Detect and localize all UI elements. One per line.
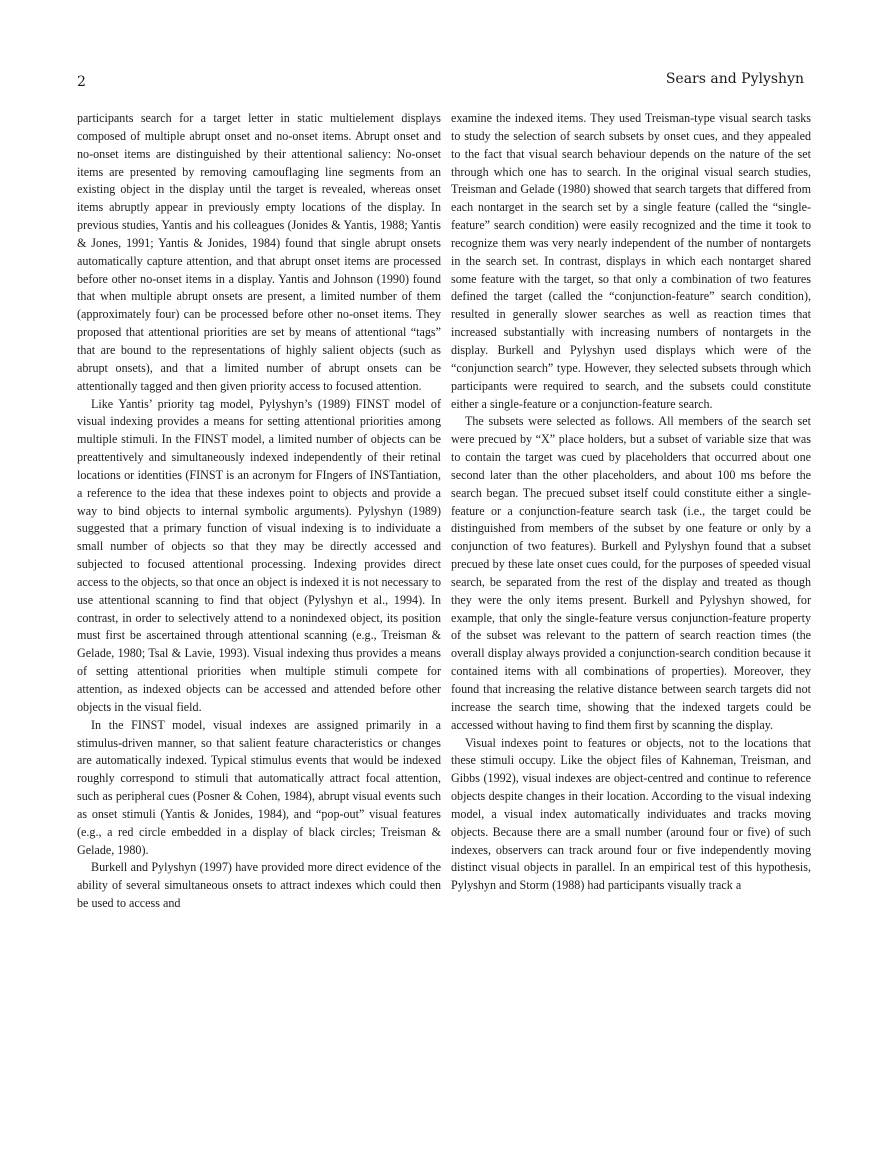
right-column [451, 110, 811, 895]
paragraph: Like Yantis’ priority tag model, Pylyshyn’s (1989) FINST model of visual indexing provides a means for setting attentional priorities among multiple stimuli. In the FINST model, a limited number of objects can be preattentively and simultaneously indexed independently of their retinal locations or identities (FINST is an acronym for FIngers of INSTantiation, a reference to the idea that these indexes point to objects and provide a way to bind objects to internal symbolic arguments). Pylyshyn (1989) suggested that a primary function of visual indexing is to individuate a small number of objects so that they may be directly accessed and subjected to focused attentional processing. Indexing provides direct access to the objects, so that once an object is indexed it is not necessary to use attentional scanning to find that object (Pylyshyn et al., 1994). In contrast, in order to selectively attend to a nonindexed object, its position must first be ascertained through attentional scanning (e.g., Treisman & Gelade, 1980; Tsal & Lavie, 1993). Visual indexing thus provides a means of setting attentional priorities when multiple stimuli compete for attention, as indexed objects can be accessed and attended before other objects in the visual field. [77, 396, 441, 714]
paragraph: Visual indexes point to features or objects, not to the locations that these stimuli occupy. Like the object files of Kahneman, Treisman, and Gibbs (1992), visual indexes are object-centred and continue to reference objects despite changes in their location. According to the visual indexing model, a visual index automatically individuates and tracks moving objects. Because there are a small number (around four or five) of such indexes, observers can track around four or five independently moving distinct visual objects in parallel. In an empirical test of this hypothesis, Pylyshyn and Storm (1988) had participants visually track a [451, 735, 811, 893]
page-number: 2 [77, 74, 86, 90]
paragraph: participants search for a target letter in static multielement displays composed of multiple abrupt onset and no-onset items. Abrupt onset and no-onset items are distinguished by their attentional saliency: No-onset items are presented by removing camouflaging line segments from an existing object in the display until the target is revealed, whereas onset items abruptly appear in previously empty locations of the display. In previous studies, Yantis and his colleagues (Jonides & Yantis, 1988; Yantis & Jones, 1991; Yantis & Jonides, 1984) found that single abrupt onsets automatically capture attention, and that abrupt onset items are processed before other no-onset items in a display. Yantis and Johnson (1990) found that when multiple abrupt onsets are present, a limited number of them (approximately four) can be processed before other no-onset items. They proposed that attentional priorities are set by means of attentional “tags” that are bound to the representations of highly salient objects (such as abrupt onsets), and that a limited number of abrupt onsets can be attentionally tagged and then given priority access to focused attention. [77, 111, 441, 393]
paragraph: Burkell and Pylyshyn (1997) have provided more direct evidence of the ability of several simultaneous onsets to attract indexes which could then be used to access and [77, 860, 441, 911]
running-head: Sears and Pylyshyn [665, 71, 804, 87]
left-column [77, 110, 441, 913]
paragraph: examine the indexed items. They used Treisman-type visual search tasks to study the selection of search subsets by onset cues, and they appealed to the fact that visual search behaviour depends on the nature of the set through which one has to search. In the original visual search studies, Treisman and Gelade (1980) showed that search targets that differed from each nontarget in the search set by a single feature (called the “single-feature” search condition) were easily recognized and the time it took to recognize them was very nearly independent of the number of nontargets in the search set. In contrast, displays in which each nontarget shared some feature with the target, so that only a combination of two features defined the target (called the “conjunction-feature” search condition), resulted in generally slower searches as well as reaction times that increased substantially with increasing numbers of nontargets in the display. Burkell and Pylyshyn used displays which were of the “conjunction search” type. However, they selected subsets through which participants were required to search, and the subsets could constitute either a single-feature or a conjunction-feature search. [451, 111, 811, 411]
paragraph: In the FINST model, visual indexes are assigned primarily in a stimulus-driven manner, so that salient feature characteristics or changes are automatically indexed. Typical stimulus events that would be indexed roughly correspond to stimuli that automatically attract focal attention, such as peripheral cues (Posner & Cohen, 1984), abrupt visual events such as onset stimuli (Yantis & Jonides, 1984), and “pop-out” visual features (e.g., a red circle embedded in a display of black circles; Treisman & Gelade, 1980). [77, 717, 441, 857]
paragraph: The subsets were selected as follows. All members of the search set were precued by “X” place holders, but a subset of variable size that was to contain the target was cued by placeholders that occurred about one second later than the other placeholders, and about 100 ms before the search began. The precued subset itself could constitute either a single-feature or a conjunction-feature search task (i.e., the target could be distinguished from members of the subset by one feature or only by a conjunction of two features). Burkell and Pylyshyn found that a subset precued by these late onset cues could, for the purposes of speeded visual search, be separated from the rest of the display and treated as though they were the only items present. Burkell and Pylyshyn showed, for example, that only the single-feature versus conjunction-feature property of the subset was relevant to the pattern of search reaction times (the overall display always provided a conjunction-search condition because it contained items with all combinations of properties). Moreover, they found that increasing the relative distance between search targets did not increase the search time, showing that the indexed targets could be accessed without having to find them first by scanning the display. [451, 414, 811, 732]
